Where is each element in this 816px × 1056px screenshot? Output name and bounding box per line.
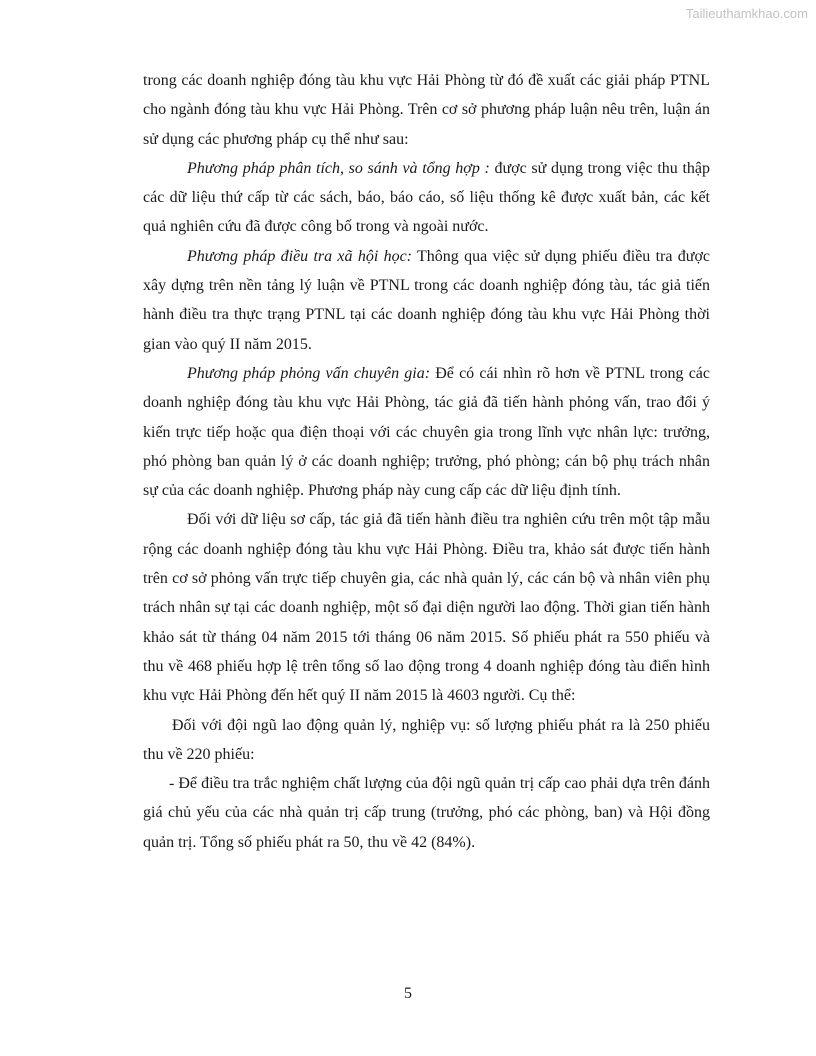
method-title: Phương pháp phân tích, so sánh và tổng hợp : [187, 159, 490, 177]
paragraph-method-analysis [143, 154, 710, 242]
paragraph-intro: trong các doanh nghiệp đóng tàu khu vực Hải Phòng từ đó đề xuất các giải pháp PTNL cho ngành đóng tàu khu vực Hải Phòng. Trên cơ sở phương pháp luận nêu trên, luận án sử dụng các phương pháp cụ thể như sau: [143, 72, 710, 148]
method-title: Phương pháp điều tra xã hội học: [187, 247, 413, 265]
document-body [143, 66, 710, 857]
method-title: Phương pháp phỏng vấn chuyên gia: [187, 364, 431, 382]
paragraph-management-staff: Đối với đội ngũ lao động quản lý, nghiệp vụ: số lượng phiếu phát ra là 250 phiếu thu về 220 phiếu: [143, 716, 710, 763]
watermark: Tailieuthamkhao.com [685, 6, 808, 21]
paragraph-method-survey [143, 242, 710, 359]
method-description: được sử dụng trong việc thu thập các dữ liệu thứ cấp từ các sách, báo, báo cáo, số liệu thống kê được xuất bản, các kết quả nghiên cứu đã được công bố trong và ngoài nước. [143, 159, 711, 236]
paragraph-primary-data: Đối với dữ liệu sơ cấp, tác giả đã tiến hành điều tra nghiên cứu trên một tập mẫu rộng các doanh nghiệp đóng tàu khu vực Hải Phòng. Điều tra, khảo sát được tiến hành trên cơ sở phỏng vấn trực tiếp chuyên gia, các nhà quản lý, các cán bộ và nhân viên phụ trách nhân sự tại các doanh nghiệp, một số đại diện người lao động. Thời gian tiến hành khảo sát từ tháng 04 năm 2015 tới tháng 06 năm 2015. Số phiếu phát ra 550 phiếu và thu về 468 phiếu hợp lệ trên tổng số lao động trong 4 doanh nghiệp đóng tàu điển hình khu vực Hải Phòng đến hết quý II năm 2015 là 4603 người. Cụ thể: [143, 511, 710, 705]
method-description: Thông qua việc sử dụng phiếu điều tra được xây dựng trên nền tảng lý luận về PTNL trong các doanh nghiệp đóng tàu, tác giả tiến hành điều tra thực trạng PTNL tại các doanh nghiệp đóng tàu khu vực Hải Phòng thời gian vào quý II năm 2015. [143, 247, 711, 353]
paragraph-senior-managers: - Để điều tra trắc nghiệm chất lượng của đội ngũ quản trị cấp cao phải dựa trên đánh giá chủ yếu của các nhà quản trị cấp trung (trưởng, phó các phòng, ban) và Hội đồng quản trị. Tổng số phiếu phát ra 50, thu về 42 (84%). [143, 775, 710, 851]
method-description: Để có cái nhìn rõ hơn về PTNL trong các doanh nghiệp đóng tàu khu vực Hải Phòng, tác giả đã tiến hành phỏng vấn, trao đổi ý kiến trực tiếp hoặc qua điện thoại với các chuyên gia trong lĩnh vực nhân lực: trưởng, phó phòng ban quản lý ở các doanh nghiệp; trưởng, phó phòng; cán bộ phụ trách nhân sự của các doanh nghiệp. Phương pháp này cung cấp các dữ liệu định tính. [143, 364, 711, 500]
paragraph-method-interview [143, 359, 710, 505]
page-number: 5 [404, 985, 412, 1002]
